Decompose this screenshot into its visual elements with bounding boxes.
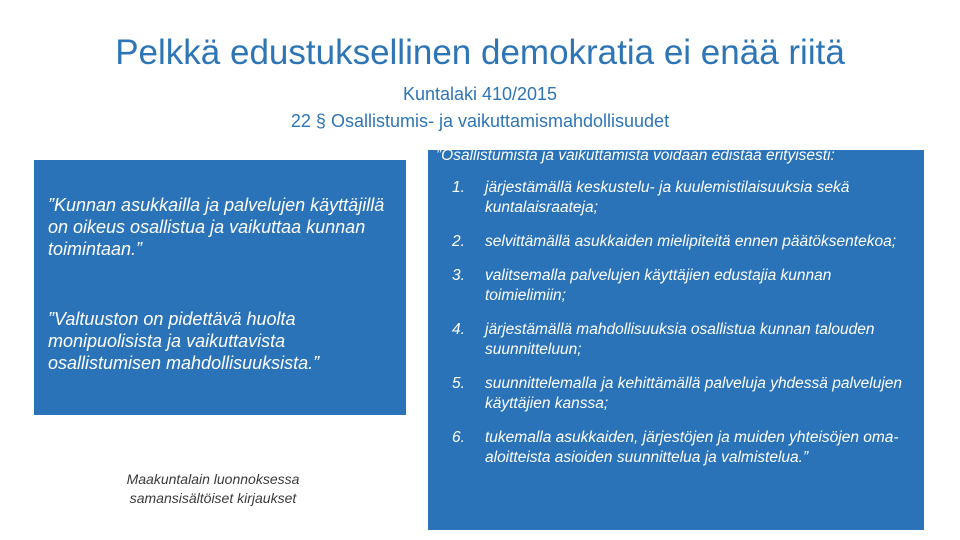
- list-item-text: järjestämällä mahdollisuuksia osallistua kunnan talouden suunnitteluun;: [485, 321, 875, 358]
- quote-box-left: [34, 160, 406, 415]
- quote-council-duty: ”Valtuuston on pidettävä huolta monipuolisista ja vaikuttavista osallistumisen mahdollisuuksista.”: [48, 309, 320, 373]
- list-item: [428, 178, 924, 218]
- list-intro: ”Osallistumista ja vaikuttamista voidaan edistää erityisesti:: [436, 147, 835, 164]
- list-item-number: 4.: [452, 321, 465, 338]
- list-item-text: tukemalla asukkaiden, järjestöjen ja muiden yhteisöjen oma-aloitteista asioiden suunnittelua ja valmistelua.”: [485, 429, 899, 466]
- list-item-text: järjestämällä keskustelu- ja kuulemistilaisuuksia sekä kuntalaisraateja;: [485, 179, 850, 216]
- quote-box-right: [428, 147, 924, 530]
- list-item-number: 5.: [452, 375, 465, 392]
- section-heading: 22 § Osallistumis- ja vaikuttamismahdollisuudet: [290, 111, 670, 131]
- list-item-number: 2.: [452, 233, 465, 250]
- list-item-text: valitsemalla palvelujen käyttäjien edustajia kunnan toimielimiin;: [485, 267, 832, 304]
- list-item: [428, 320, 924, 360]
- law-reference: Kuntalaki 410/2015: [402, 84, 558, 104]
- list-item-text: suunnittelemalla ja kehittämällä palveluja yhdessä palvelujen käyttäjien kanssa;: [485, 375, 903, 412]
- list-item-number: 1.: [452, 179, 465, 196]
- list-item: [428, 266, 924, 306]
- list-item: [428, 232, 924, 252]
- footnote: Maakuntalain luonnoksessa samansisältöiset kirjaukset: [126, 471, 300, 506]
- list-item-number: 6.: [452, 429, 465, 446]
- quote-residents-right: ”Kunnan asukkailla ja palvelujen käyttäjillä on oikeus osallistua ja vaikuttaa kunnan toimintaan.”: [48, 195, 385, 259]
- measures-list: [428, 178, 924, 482]
- list-item-text: selvittämällä asukkaiden mielipiteitä ennen päätöksentekoa;: [485, 233, 896, 250]
- slide-title: Pelkkä edustuksellinen demokratia ei enää riitä: [115, 33, 845, 72]
- list-item-number: 3.: [452, 267, 465, 284]
- list-item: [428, 374, 924, 414]
- list-item: [428, 428, 924, 468]
